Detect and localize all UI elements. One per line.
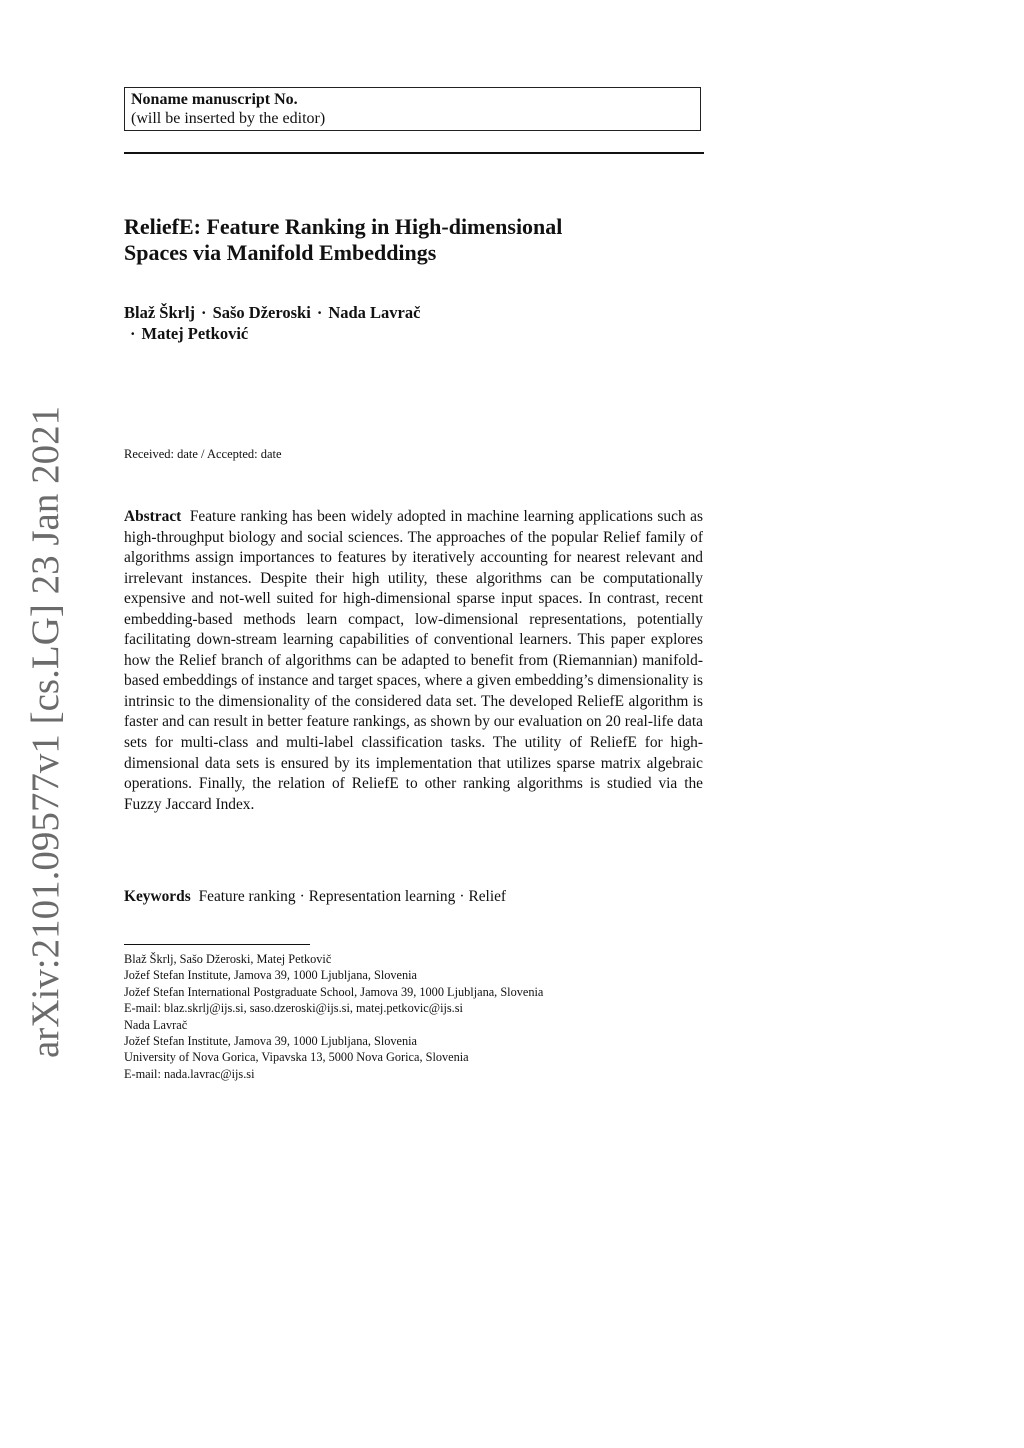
affiliation-line: Jožef Stefan Institute, Jamova 39, 1000 Ljubljana, Slovenia — [124, 968, 418, 983]
author-list — [124, 302, 704, 344]
author-separator: · — [130, 324, 136, 343]
abstract — [124, 507, 703, 815]
manuscript-number-label: Noname manuscript No. — [131, 91, 298, 108]
arxiv-identifier-stamp: arXiv:2101.09577v1 [cs.LG] 23 Jan 2021 — [24, 405, 67, 1058]
manuscript-number-box — [124, 87, 701, 131]
affiliation-email: E-mail: blaz.skrlj@ijs.si, saso.dzeroski@ijs.si, matej.petkovic@ijs.si — [124, 1001, 463, 1016]
author-name: Nada Lavrač — [328, 303, 421, 322]
keyword: Feature ranking — [198, 888, 296, 905]
affiliation-line: Blaž Škrlj, Sašo Džeroski, Matej Petkovič — [124, 952, 332, 966]
keywords-label: Keywords — [124, 888, 191, 905]
paper-title-line-2: Spaces via Manifold Embeddings — [124, 240, 437, 265]
paper-title-line-1: ReliefE: Feature Ranking in High-dimensional — [124, 214, 563, 239]
keyword: Representation learning — [308, 888, 456, 905]
keyword: Relief — [468, 888, 507, 905]
header-rule — [124, 152, 704, 154]
received-accepted-date: Received: date / Accepted: date — [124, 447, 282, 461]
keyword-separator: · — [299, 888, 305, 905]
affiliation-email: E-mail: nada.lavrac@ijs.si — [124, 1066, 255, 1081]
abstract-label: Abstract — [124, 508, 182, 525]
affiliation-line: Jožef Stefan Institute, Jamova 39, 1000 Ljubljana, Slovenia — [124, 1034, 418, 1049]
author-separator: · — [201, 303, 207, 322]
keywords — [124, 888, 704, 906]
paper-title — [124, 214, 704, 266]
abstract-text: Feature ranking has been widely adopted in machine learning applications such as high-throughput biology and social sciences. The approaches of the popular Relief family of algorithms assign importances to features by iteratively accounting for nearest relevant and irrelevant instances. Despite their high utility, these algorithms can be computationally expensive and not-well suited for high-dimensional sparse input spaces. In contrast, recent embedding-based methods learn compact, low-dimensional representations, potentially facilitating down-stream learning capabilities of conventional learners. This paper explores how the Relief branch of algorithms can be adapted to benefit from (Riemannian) manifold-based embeddings of instance and target spaces, where a given embedding’s dimensionality is intrinsic to the dimensionality of the considered data set. The developed ReliefE algorithm is faster and can result in better feature rankings, as shown by our evaluation on 20 real-life data sets for multi-class and multi-label classification tasks. The utility of ReliefE for high-dimensional data sets is ensured by its implementation that utilizes sparse matrix algebraic operations. Finally, the relation of ReliefE to other ranking algorithms is studied via the Fuzzy Jaccard Index. — [124, 508, 703, 813]
author-name: Sašo Džeroski — [212, 303, 311, 322]
author-name: Matej Petković — [141, 324, 249, 343]
author-separator: · — [316, 303, 323, 322]
keyword-separator: · — [459, 888, 465, 905]
affiliations-footnote — [124, 951, 724, 1082]
footnote-rule — [124, 944, 310, 945]
affiliation-line: University of Nova Gorica, Vipavska 13, 5000 Nova Gorica, Slovenia — [124, 1050, 469, 1065]
author-name: Blaž Škrlj — [124, 303, 196, 322]
affiliation-line: Jožef Stefan International Postgraduate School, Jamova 39, 1000 Ljubljana, Slovenia — [124, 984, 544, 999]
editor-note: (will be inserted by the editor) — [131, 110, 326, 127]
affiliation-line: Nada Lavrač — [124, 1017, 188, 1032]
